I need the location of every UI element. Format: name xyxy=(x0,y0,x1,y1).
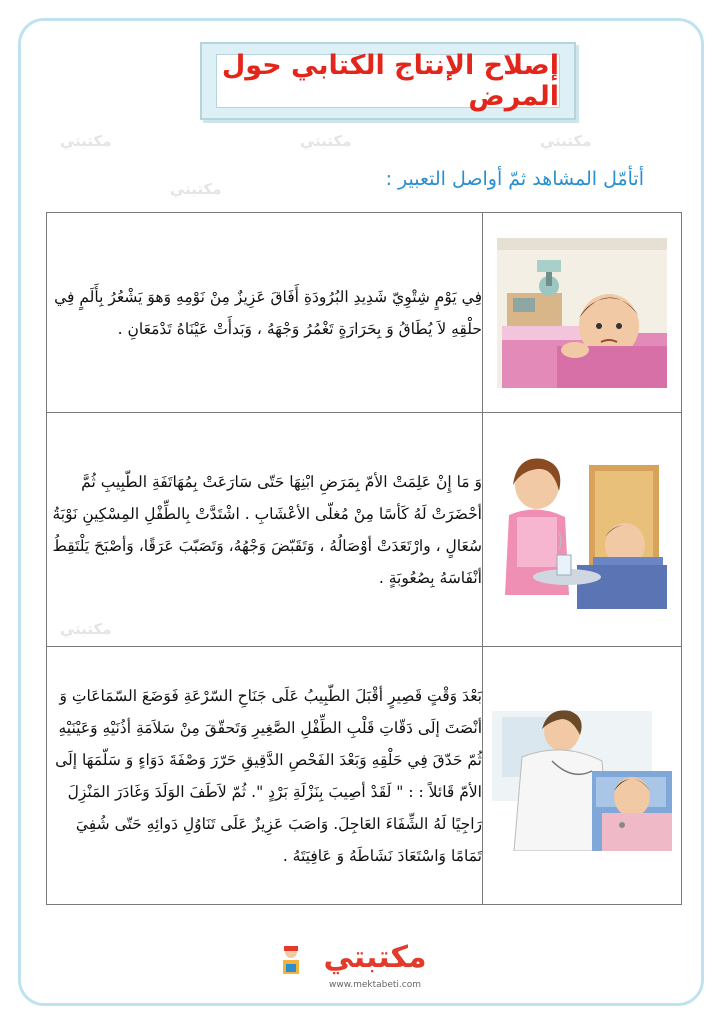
intro-instruction: أتأمّل المشاهد ثمّ أواصل التعبير : xyxy=(385,168,644,190)
watermark: مكتبتي xyxy=(170,180,222,198)
logo-url[interactable]: www.mektabeti.com xyxy=(328,980,422,990)
story-image-2 xyxy=(483,413,682,647)
kid-reading-icon xyxy=(280,944,302,980)
watermark: مكتبتي xyxy=(60,132,112,150)
page-title: إصلاح الإنتاج الكتابي حول المرض xyxy=(221,50,559,112)
title-inner xyxy=(216,50,560,112)
story-image-1 xyxy=(483,213,682,413)
title-banner xyxy=(200,42,576,120)
table-row xyxy=(47,213,682,413)
story-text-3: بَعْدَ وَقْتٍ قَصِيرٍ أقْبَلَ الطّبِيبُ عَلَى جَنَاحِ السّرْعَةِ فَوَضَعَ السّمَاعَاتِ وَ أنْصَتَ إلَى دَقّاتِ قَلْبِ الطِّفْلِ الصَّغِيرِ وَتَحقّقَ مِنْ سَلاَمَةِ أذُنَيْهِ وَعَيْنَيْهِ ثُمّ حَدّقَ فِي حَلْقِهِ وَبَعْدَ الفَحْصِ الدَّقِيقِ حَرّرَ وَصْفَةَ دَوَاءٍ وَ سَلّمَهَا إلَى الأمّ قَائلاً : : " لَقَدْ أصِيبَ بِنَزْلَةِ بَرْدٍ ". ثُمّ لاَطَفَ الوَلَدَ وَغَادَرَ المَنْزِلَ رَاجِيًا لَهُ الشِّفَاءَ العَاجِلَ. وَاصَبَ عَزِيزٌ عَلَى تَنَاوُلِ دَوائِهِ حَتّى شُفِيَ تَمَامًا وَاسْتَعَادَ نَشَاطَهُ وَ عَافِيَتَهُ . xyxy=(47,647,483,905)
story-text-2: وَ مَا إِنْ عَلِمَتْ الأمّ بِمَرَضِ ابْنِهَا حَتّى سَارَعَتْ بِمُهَاتَفَةِ الطّبِيبِ ثُمَّ أحْضَرَتْ لَهُ كَأسًا مِنْ مُغلّى الأعْشَابِ . اشْتَدَّتْ بِالطِّفْلِ المِسْكِينِ نَوْبَةُ سُعَالٍ ، وارْتَعَدَتْ أوْصَالُهُ ، وَتَقَبّضَ وَجْهُهُ، وَتَصَبّبَ عَرَقًا، وَأصْبَحَ يَلْتَقِطُ أنْفَاسَهُ بِصُعُوبَةٍ . xyxy=(47,413,483,647)
footer-logo xyxy=(280,940,450,998)
story-image-3 xyxy=(483,647,682,905)
story-table xyxy=(46,212,682,905)
watermark: مكتبتي xyxy=(540,132,592,150)
table-row xyxy=(47,413,682,647)
story-text-1: فِي يَوْمٍ شِتْوِيّ شَدِيدِ البُرُودَةِ أَفَاقَ عَزِيزٌ مِنْ نَوْمِهِ وَهوَ يَشْعُرُ بِأَلَمٍ فِي حلْقِهِ لاَ يُطَاقُ وَ بِحَرَارَةٍ تَغْمُرُ وَجْهَهُ ، وَبَدأَتْ عَيْنَاهُ تَدْمَعَانِ . xyxy=(47,213,483,413)
logo-text: مكتبتي xyxy=(323,940,427,975)
watermark: مكتبتي xyxy=(300,132,352,150)
mother-with-tea-illustration xyxy=(497,445,667,615)
watermark: مكتبتي xyxy=(60,620,112,638)
table-row xyxy=(47,647,682,905)
sick-boy-in-bed-illustration xyxy=(497,238,667,388)
doctor-examining-boy-illustration xyxy=(492,701,672,851)
